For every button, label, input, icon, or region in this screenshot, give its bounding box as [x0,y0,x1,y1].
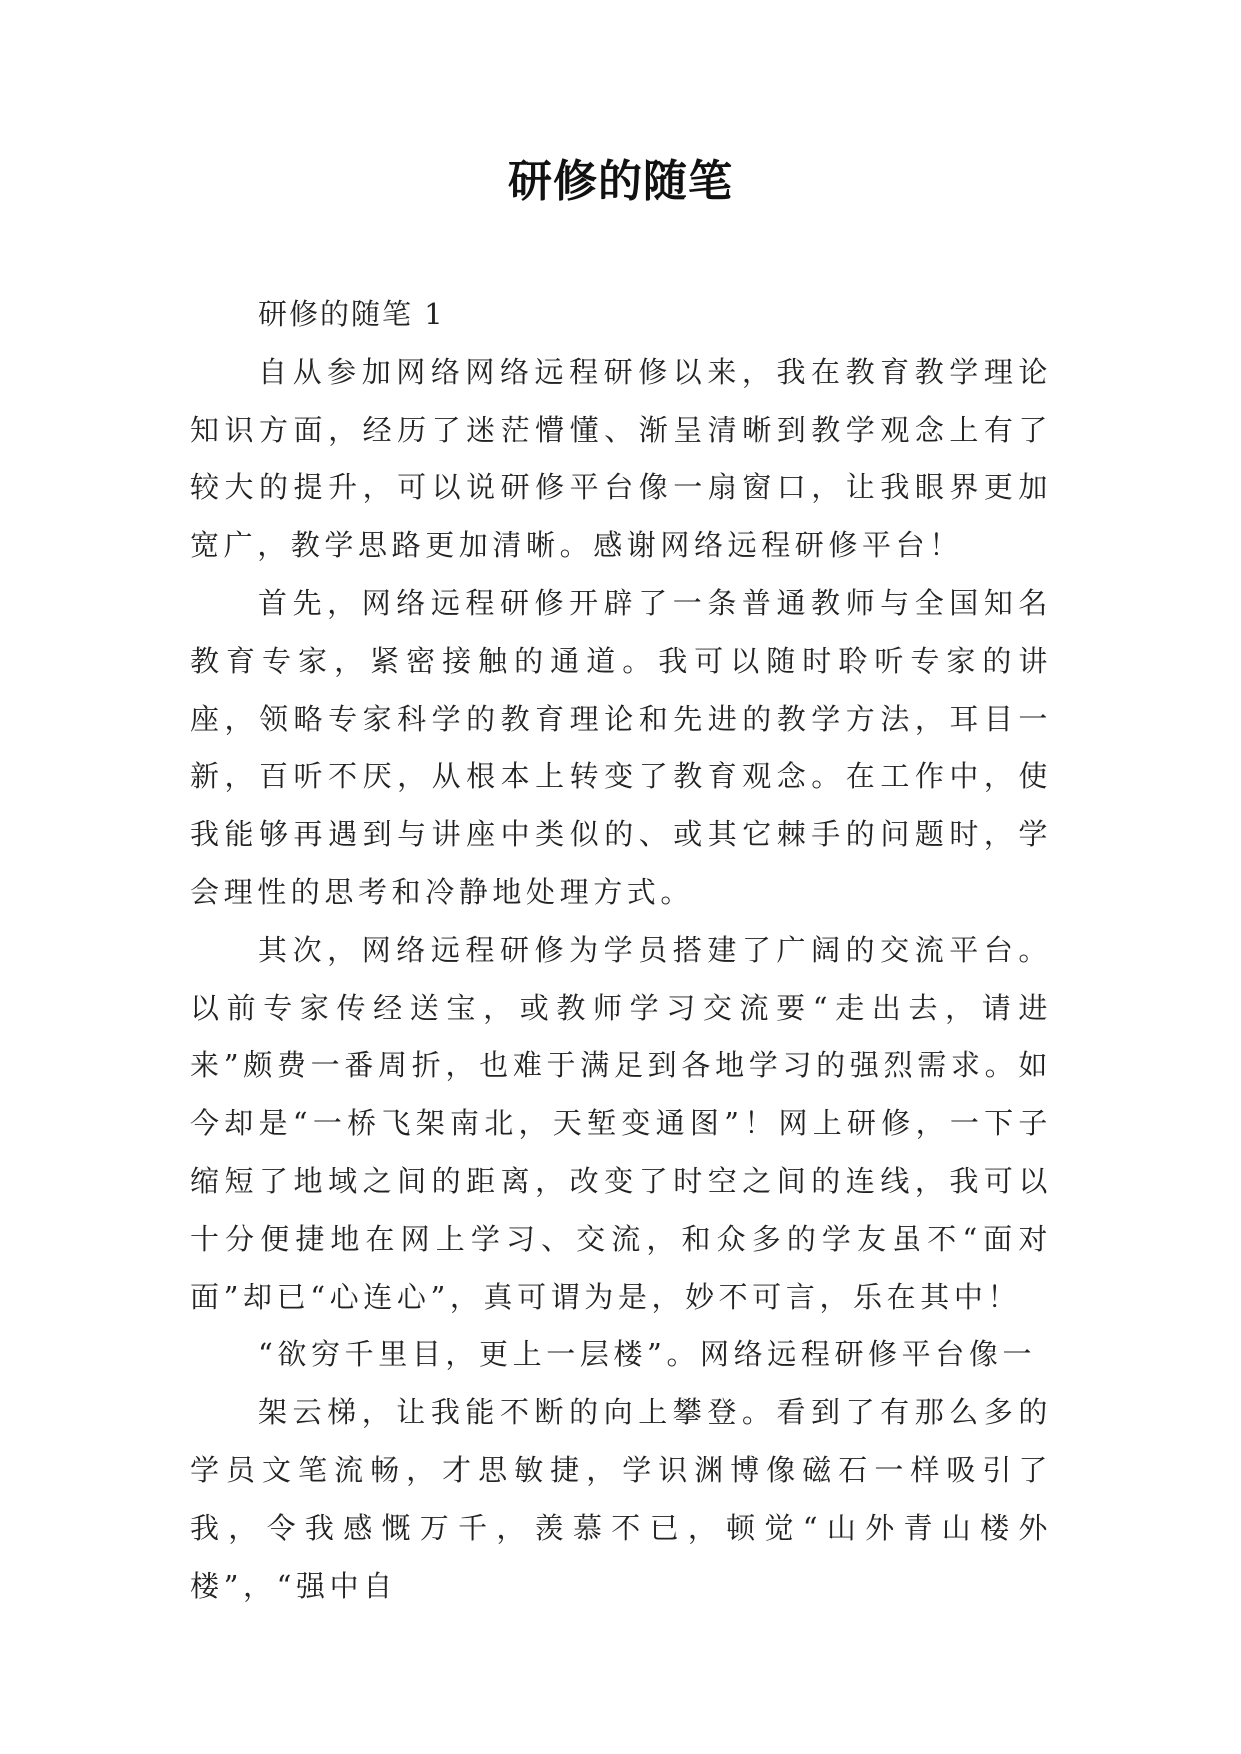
paragraph-first: 首先，网络远程研修开辟了一条普通教师与全国知名教育专家，紧密接触的通道。我可以随时聆听专家的讲座，领略专家科学的教育理论和先进的教学方法，耳目一新，百听不厌，从根本上转变了教育观念。在工作中，使我能够再遇到与讲座中类似的、或其它棘手的问题时，学会理性的思考和冷静地处理方式。 [190,585,1052,909]
document-body [190,286,1052,1615]
document-title: 研修的随笔 [508,156,733,207]
paragraph-intro: 自从参加网络网络远程研修以来，我在教育教学理论知识方面，经历了迷茫懵懂、渐呈清晰到教学观念上有了较大的提升，可以说研修平台像一扇窗口，让我眼界更加宽广，教学思路更加清晰。感谢网络远程研修平台！ [190,354,1052,563]
paragraph-continuation: 架云梯，让我能不断的向上攀登。看到了有那么多的学员文笔流畅，才思敏捷，学识渊博像磁石一样吸引了我，令我感慨万千，羡慕不已，顿觉“山外青山楼外楼”，“强中自 [190,1395,1052,1603]
paragraph-quote: “欲穷千里目，更上一层楼”。网络远程研修平台像一 [258,1337,1037,1372]
paragraph-second: 其次，网络远程研修为学员搭建了广阔的交流平台。以前专家传经送宝，或教师学习交流要“走出去，请进来”颇费一番周折，也难于满足到各地学习的强烈需求。如今却是“一桥飞架南北，天堑变通图”！网上研修，一下子缩短了地域之间的距离，改变了时空之间的连线，我可以十分便捷地在网上学习、交流，和众多的学友虽不“面对面”却已“心连心”，真可谓为是，妙不可言，乐在其中！ [190,932,1052,1314]
section-heading: 研修的随笔 1 [258,297,445,331]
